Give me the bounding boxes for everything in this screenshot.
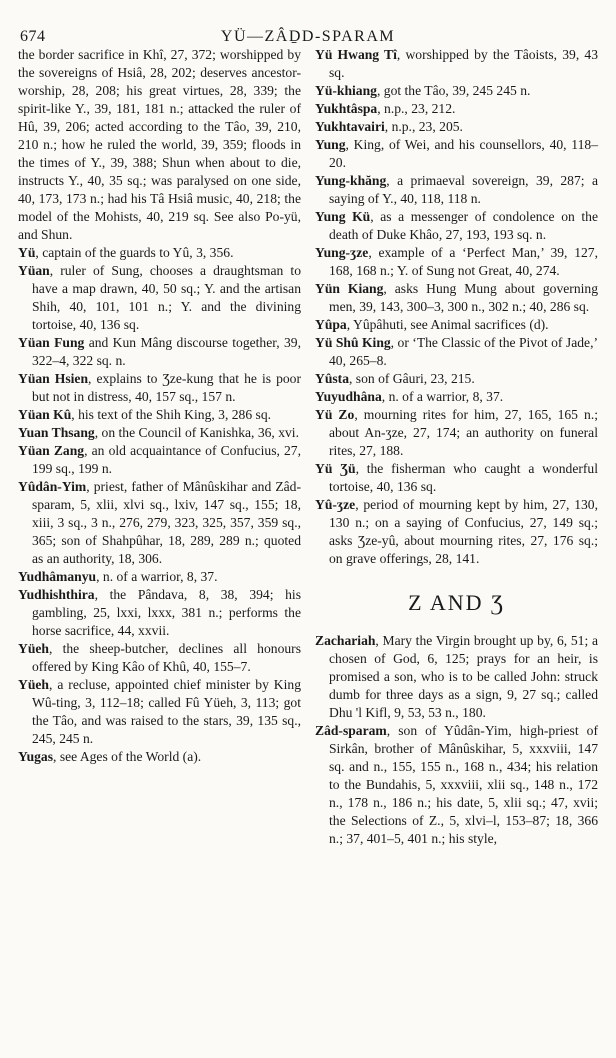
entry-headword: Yü-khiang <box>315 83 377 98</box>
index-entry <box>315 388 598 406</box>
index-entry <box>315 316 598 334</box>
entry-headword: Yü Hwang Tî <box>315 47 397 62</box>
entry-headword: Yuyudhâna <box>315 389 382 404</box>
index-entry <box>315 496 598 568</box>
index-entry <box>315 172 598 208</box>
entry-text: , n. of a warrior, 8, 37. <box>381 389 504 404</box>
entry-text: , Yûpâhuti, see Animal sacrifices (d). <box>346 317 549 332</box>
entry-text: , a primaeval sovereign, 39, 287; a saying of Y., 40, 118, 118 n. <box>329 173 598 206</box>
index-entry <box>315 632 598 722</box>
running-head: YÜ—ZÂḎD-SPARAM <box>220 28 396 45</box>
index-entry <box>18 370 301 406</box>
entry-headword: Yü Ʒü <box>315 461 356 476</box>
entry-headword: Yung-khăng <box>315 173 387 188</box>
entry-headword: Yû-ʒze <box>315 497 356 512</box>
index-entry <box>18 424 301 442</box>
entry-text: , son of Yûdân-Yim, high-priest of Sirkân, brother of Mânûskihar, 5, xxxviii, 147 sq. and n., 155, 155 n., 168 n., 434; his relation to the Bundahis, 5, xxxviii, xlii sq., 148 n., 172 n., 178 n., 186 n.; his date, 5, xlii sq.; 47, xvii; the Selections of Z., 5, xlvi–l, 153–87; 18, 366 n.; 37, 401–5, 401 n.; his style, <box>329 723 598 846</box>
right-column <box>315 46 598 848</box>
entry-headword: Yüeh <box>18 677 49 692</box>
entry-headword: Zâd-sparam <box>315 723 387 738</box>
entry-text: , the fisherman who caught a wonderful tortoise, 40, 136 sq. <box>329 461 598 494</box>
index-entry <box>315 118 598 136</box>
index-entry <box>315 722 598 848</box>
entry-text: , on the Council of Kanishka, 36, xvi. <box>94 425 299 440</box>
index-entry <box>18 676 301 748</box>
entry-headword: Yugas <box>18 749 54 764</box>
index-entry <box>18 640 301 676</box>
index-entry <box>315 82 598 100</box>
index-entry <box>315 370 598 388</box>
entry-text: , as a messenger of condolence on the death of Duke Khâo, 27, 193, 193 sq. n. <box>329 209 598 242</box>
index-entry <box>18 334 301 370</box>
index-entry <box>315 136 598 172</box>
entry-text: , got the Tâo, 39, 245 245 n. <box>376 83 531 98</box>
right-column-bottom <box>315 632 598 848</box>
index-entry <box>315 460 598 496</box>
entry-headword: Yün Kiang <box>315 281 384 296</box>
entry-headword: Yuan Thsang <box>18 425 95 440</box>
index-entry <box>18 748 301 766</box>
entry-headword: Yüan Hsien <box>18 371 89 386</box>
entry-text: , captain of the guards to Yû, 3, 356. <box>35 245 234 260</box>
index-entry <box>18 46 301 244</box>
entry-text: , son of Gâuri, 23, 215. <box>349 371 475 386</box>
entry-text: the border sacrifice in Khî, 27, 372; worshipped by the sovereigns of Hsiâ, 28, 202; deserves ancestor-worship, 28, 208; his great virtues, 28, 339; the spirit-like Y., 39, 181, 181 n.; attacked the ruler of Hû, 39, 206; acted according to the Tâo, 39, 210, 210 n.; how he ruled the world, 39, 359; floods in the times of Y., 39, 388; Shun when about to die, instructs Y., 40, 35 sq.; was paralysed on one side, 40, 173, 173 n.; had his Tâ Hsiâ music, 40, 218; the model of the Mohists, 40, 219 sq. See also Po-yü, and Shun. <box>18 47 301 242</box>
index-entry <box>18 244 301 262</box>
entry-text: , asks Hung Mung about governing men, 39, 143, 300–3, 300 n., 302 n.; 40, 286 sq. <box>329 281 598 314</box>
entry-headword: Yudhishthira <box>18 587 95 602</box>
entry-headword: Yûpa <box>315 317 347 332</box>
entry-headword: Yü Zo <box>315 407 355 422</box>
entry-headword: Yüan Zang <box>18 443 85 458</box>
entry-headword: Yûsta <box>315 371 349 386</box>
entry-headword: Yung-ʒze <box>315 245 369 260</box>
entry-headword: Zachariah <box>315 633 376 648</box>
page-number: 674 <box>20 28 46 45</box>
entry-text: , Mary the Virgin brought up by, 6, 51; a chosen of God, 6, 125; prays for an heir, is promised a son, who is to be called John: struck dumb for three days as a sign, 9, 27 sq.; called Dhu 'l Kifl, 9, 53, 53 n., 180. <box>329 633 598 720</box>
entry-text: , explains to Ʒze-kung that he is poor but not in distress, 40, 157 sq., 157 n. <box>32 371 301 404</box>
index-entry <box>18 262 301 334</box>
entry-text: , n. of a warrior, 8, 37. <box>96 569 218 584</box>
entry-text: , mourning rites for him, 27, 165, 165 n.; about An-ʒze, 27, 174; an authority on funeral rites, 27, 188. <box>329 407 598 458</box>
entry-text: , a recluse, appointed chief minister by King Wû-ting, 3, 112–18; called Fû Yüeh, 3, 113; got the Tâo, and was raised to the stars, 39, 135 sq., 245, 245 n. <box>32 677 301 746</box>
index-entry <box>315 100 598 118</box>
index-entry <box>315 244 598 280</box>
index-entry <box>18 586 301 640</box>
entry-headword: Yüeh <box>18 641 49 656</box>
index-entry <box>315 280 598 316</box>
index-entry <box>18 478 301 568</box>
entry-text: , n.p., 23, 212. <box>377 101 456 116</box>
entry-headword: Yukhtâspa <box>315 101 378 116</box>
entry-headword: Yüan Fung <box>18 335 85 350</box>
entry-text: , his text of the Shih King, 3, 286 sq. <box>71 407 272 422</box>
entry-text: , n.p., 23, 205. <box>384 119 463 134</box>
index-columns <box>18 46 598 848</box>
index-entry <box>18 568 301 586</box>
entry-headword: Yûdân-Yim <box>18 479 87 494</box>
section-heading: Z AND Ʒ <box>408 590 505 615</box>
entry-text: and Kun Mâng discourse together, 39, 322–4, 322 sq. n. <box>32 335 301 368</box>
entry-text: , period of mourning kept by him, 27, 130, 130 n.; on a saying of Confucius, 27, 149 sq.; asks Ʒze-yû, about mourning rites, 27, 176 sq.; on grave offerings, 28, 141. <box>329 497 598 566</box>
index-entry <box>315 406 598 460</box>
index-entry <box>18 406 301 424</box>
entry-headword: Yüan <box>18 263 50 278</box>
entry-headword: Yüan Kû <box>18 407 72 422</box>
entry-headword: Yü <box>18 245 36 260</box>
entry-text: , the Pândava, 8, 38, 394; his gambling, 25, lxxi, lxxx, 381 n.; performs the horse sacrifice, 44, xxvii. <box>32 587 301 638</box>
entry-headword: Yukhtavairi <box>315 119 385 134</box>
left-column <box>18 46 301 848</box>
entry-headword: Yung <box>315 137 346 152</box>
page-header <box>18 10 598 46</box>
right-column-top <box>315 46 598 568</box>
entry-text: , or ‘The Classic of the Pivot of Jade,’ 40, 265–8. <box>329 335 598 368</box>
index-entry <box>315 334 598 370</box>
entry-text: , an old acquaintance of Confucius, 27, 199 sq., 199 n. <box>32 443 302 476</box>
entry-text: , ruler of Sung, chooses a draughtsman to have a map drawn, 40, 50 sq.; Y. and the artisan Shih, 40, 101, 101 n.; Y. and the divining tortoise, 40, 136 sq. <box>32 263 301 332</box>
entry-headword: Yü Shû King <box>315 335 391 350</box>
entry-text: , King, of Wei, and his counsellors, 40, 118–20. <box>329 137 598 170</box>
entry-headword: Yung Kü <box>315 209 371 224</box>
entry-text: , worshipped by the Tâoists, 39, 43 sq. <box>329 47 598 80</box>
entry-text: , priest, father of Mânûskihar and Zâd-sparam, 5, xlii, xlvi sq., lxiv, 147 sq., 155; 18, xiii, 3 sq., 3 n., 276, 279, 323, 325, 357, 359 sq., 365; son of Shahpûhar, 18, 289, 289 n.; quoted as an authority, 18, 306. <box>32 479 301 566</box>
entry-headword: Yudhâmanyu <box>18 569 97 584</box>
entry-text: , see Ages of the World (a). <box>53 749 202 764</box>
index-entry <box>315 208 598 244</box>
index-entry <box>18 442 301 478</box>
entry-text: , the sheep-butcher, declines all honours offered by King Kâo of Khû, 40, 155–7. <box>32 641 301 674</box>
index-entry <box>315 46 598 82</box>
entry-text: , example of a ‘Perfect Man,’ 39, 127, 168, 168 n.; Y. of Sung not Great, 40, 274. <box>329 245 598 278</box>
